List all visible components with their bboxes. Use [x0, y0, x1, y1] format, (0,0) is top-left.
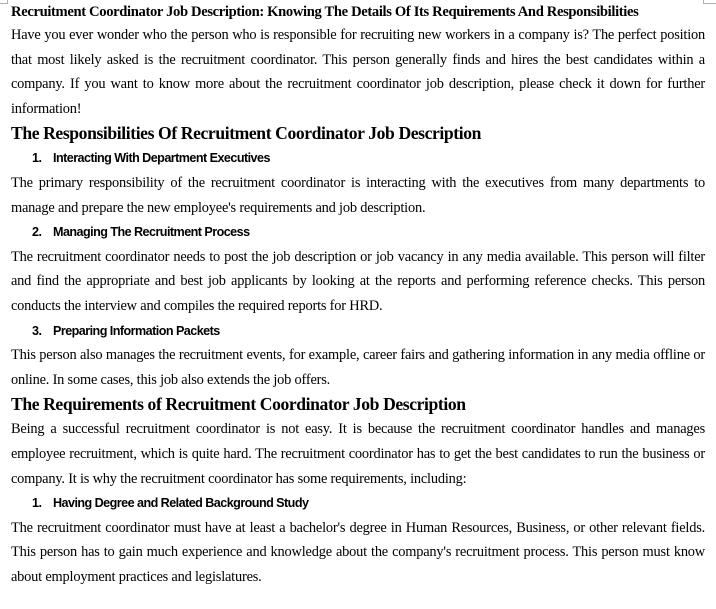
list-item-heading — [11, 319, 705, 344]
list-item-label: Interacting With Department Executives — [53, 151, 270, 166]
document-title: Recruitment Coordinator Job Description: Knowing The Details Of Its Requirements And Responsibilities — [11, 4, 639, 20]
section-heading-responsibilities: The Responsibilities Of Recruitment Coordinator Job Description — [11, 123, 482, 144]
list-item-heading — [11, 220, 705, 245]
list-item-paragraph: This person also manages the recruitment events, for example, career fairs and gathering information in any media offline or online. In some cases, this job also extends the job offers. — [11, 347, 705, 388]
list-item-label: Preparing Information Packets — [53, 323, 220, 338]
list-item-label: Having Degree and Related Background Study — [53, 496, 309, 511]
list-item-paragraph: The recruitment coordinator must have at least a bachelor's degree in Human Resources, Business, or other relevant fields. This person has to gain much experience and knowledge about the company's recruitment process. This person must know about employment practices and legislatures. — [11, 519, 705, 585]
list-number: 3. — [32, 323, 42, 338]
list-item-heading — [11, 146, 705, 171]
list-number: 1. — [32, 151, 42, 166]
intro-paragraph: Have you ever wonder who the person who is responsible for recruiting new workers in a company is? The perfect position that most likely asked is the recruitment coordinator. This person generally finds and hires the best candidates within a company. If you want to know more about the recruitment coordinator job description, please check it down for further information! — [11, 27, 705, 117]
list-number: 1. — [32, 496, 42, 511]
list-item-paragraph: The primary responsibility of the recruitment coordinator is interacting with the executives from many departments to manage and prepare the new employee's requirements and job description. — [11, 174, 705, 216]
requirements-intro-paragraph: Being a successful recruitment coordinator is not easy. It is because the recruitment coordinator handles and manages employee recruitment, which is quite hard. The recruitment coordinator has to get the best candidates to run the business or company. It is why the recruitment coordinator has some requirements, including: — [11, 421, 705, 487]
list-item-label: Managing The Recruitment Process — [53, 225, 250, 240]
list-item-heading — [11, 491, 705, 516]
list-item-paragraph: The recruitment coordinator needs to post the job description or job vacancy in any media available. This person will filter and find the appropriate and best job applicants by looking at the reports and performing reference checks. This person conducts the interview and compiles the required reports for HRD. — [11, 248, 705, 314]
list-number: 2. — [32, 225, 42, 240]
document-page — [11, 2, 705, 589]
section-heading-requirements: The Requirements of Recruitment Coordinator Job Description — [11, 394, 466, 415]
page-corner-mark-left — [0, 0, 8, 4]
